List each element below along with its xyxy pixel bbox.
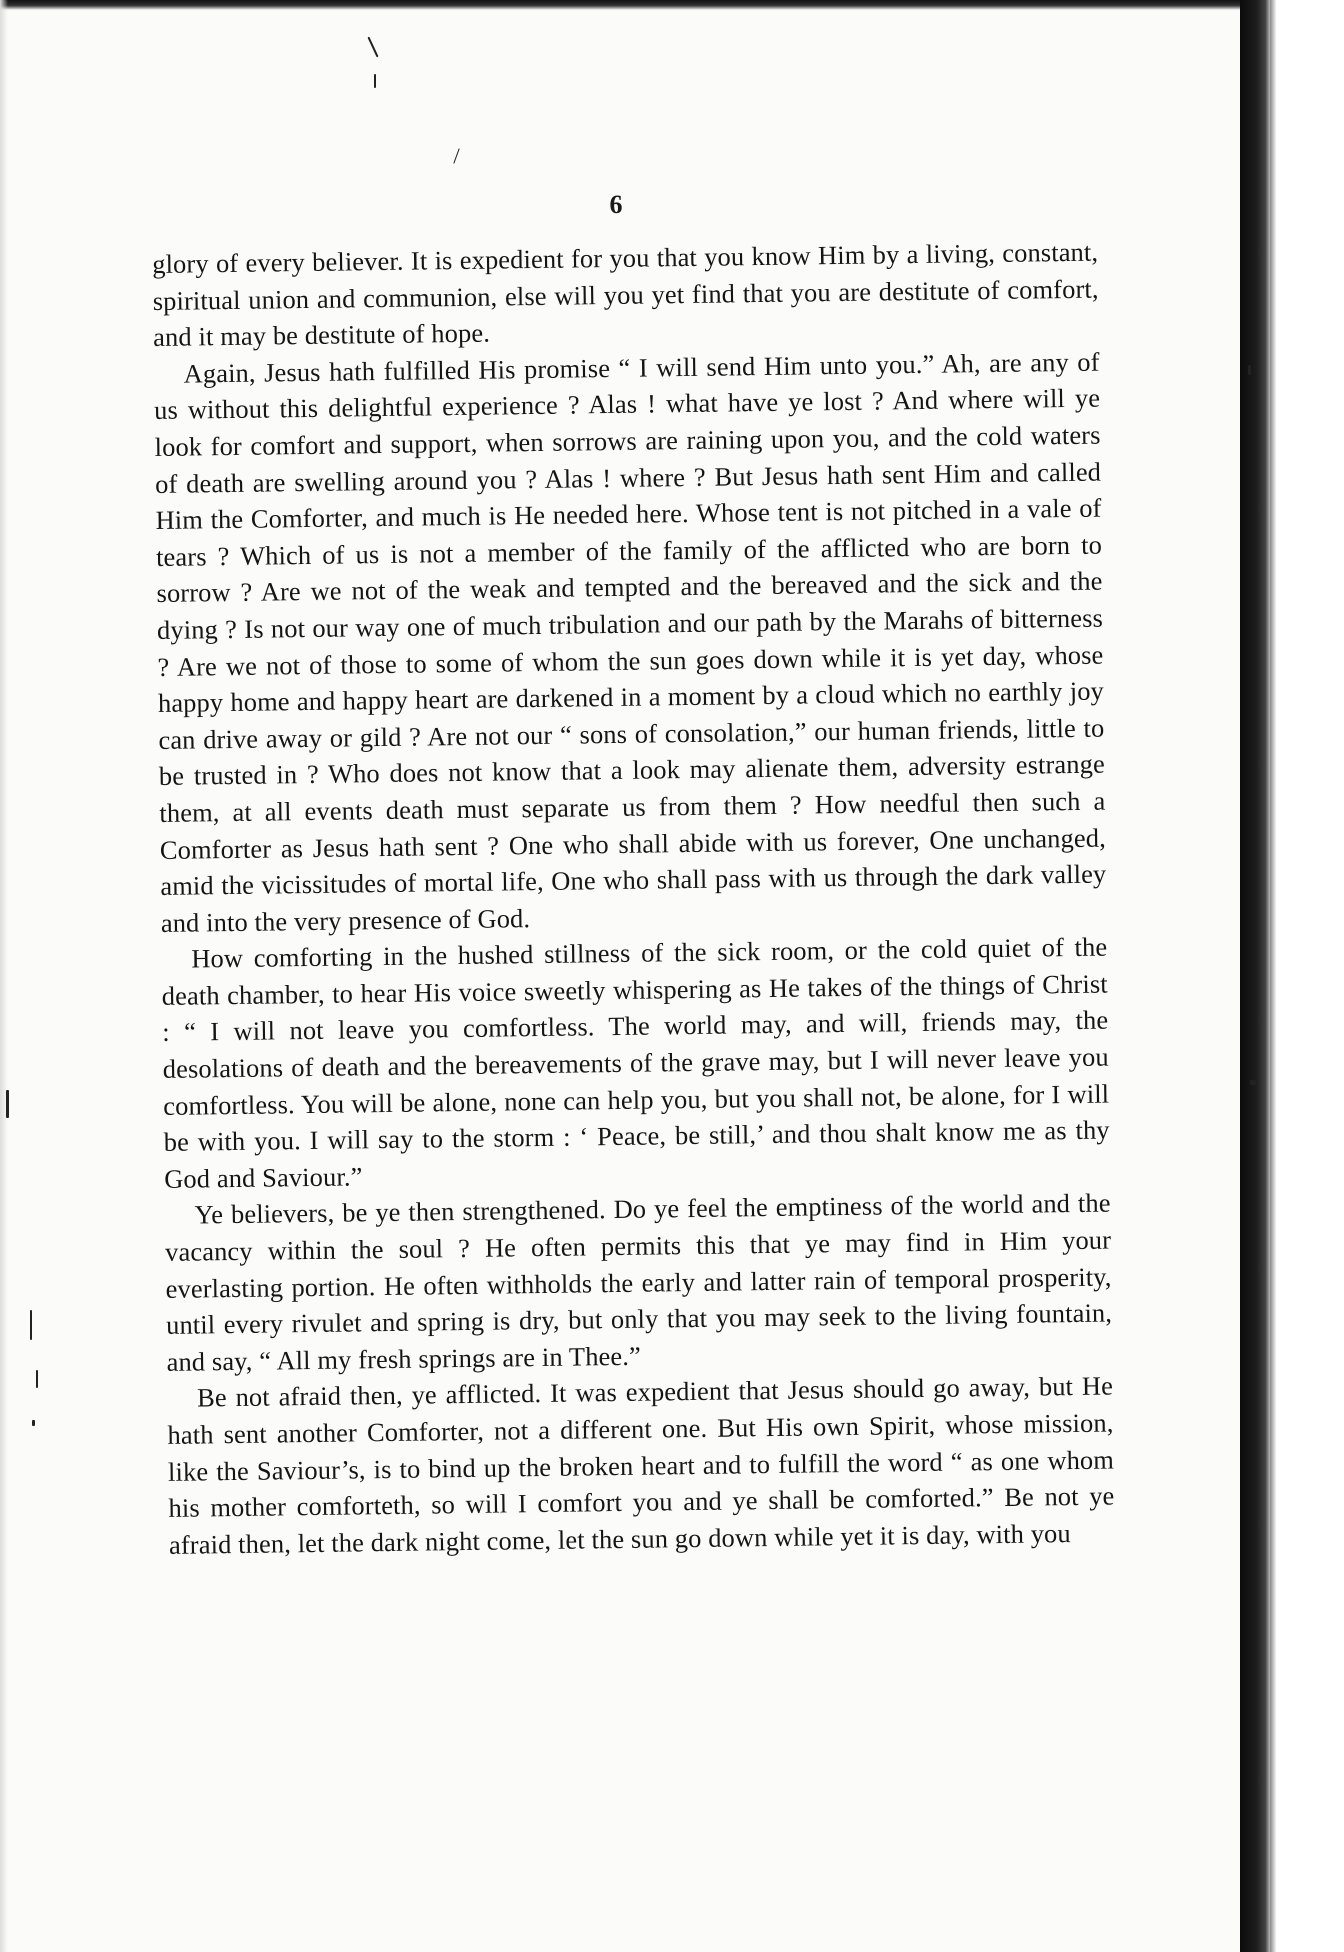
scan-speck [32,1420,35,1426]
scan-speck [1248,365,1251,375]
paragraph: How comforting in the hushed stillness of the sick room, or the cold quiet of the death chamber, to hear His voice sweetly whispering as He takes of the things of Christ : “ I will not leave you comfortless. The world may, and will, friends may, the desolations of death and the bereavements of the grave may, but I will never leave you comfortless. You will be alone, none can help you, but you shall not, be alone, for I will be with you. I will say to the storm : ‘ Peace, be still,’ and thou shalt know me as thy God and Saviour.” [161,931,1110,1194]
scan-left-edge [0,0,8,1952]
paragraph: Be not afraid then, ye afflicted. It was expedient that Jesus should go away, but He hath sent another Comforter, not a different one. But His own Spirit, whose mission, like the Saviour’s, is to bind up the broken heart and to fulfill the word “ as one whom his mother comforteth, so will I comfort you and ye shall be comforted.” Be not ye afraid then, let the dark night come, let the sun go down while yet it is day, with you [167,1370,1115,1560]
paragraph: Ye believers, be ye then strengthened. Do ye feel the emptiness of the world and the vacancy within the soul ? He often permits this that ye may find in Him your everlasting portion. He often withholds the early and latter rain of temporal prosperity, until every rivulet and spring is dry, but only that you may seek to the living fountain, and say, “ All my fresh springs are in Thee.” [164,1187,1113,1377]
scan-right-edge [1240,0,1344,1952]
scan-speck [6,1090,9,1118]
paragraph: glory of every believer. It is expedient for you that you know Him by a living, constant, spiritual union and communion, else will you yet find that you are destitute of comfort, and it may be destitute of hope. [152,236,1099,353]
scan-speck [453,148,459,163]
scan-speck [374,74,376,88]
scan-speck [367,37,378,58]
scan-speck [1250,1080,1256,1085]
text-body [152,234,1115,1564]
paragraph: Again, Jesus hath fulfilled His promise “ I will send Him unto you.” Ah, are any of us without this delightful experience ? Alas ! what have ye lost ? And where will ye look for comfort and support, when sorrows are raining upon you, and the cold waters of death are swelling around you ? Alas ! where ? But Jesus hath sent Him and called Him the Comforter, and much is He needed here. Whose tent is not pitched in a vale of tears ? Which of us is not a member of the family of the afflicted who are born to sorrow ? Are we not of the weak and tempted and the bereaved and the sick and the dying ? Is not our way one of much tribulation and our path by the Marahs of bitterness ? Are we not of those to some of whom the sun goes down while it is yet day, whose happy home and happy heart are darkened in a moment by a cloud which no earthly joy can drive away or gild ? Are not our “ sons of consolation,” our human friends, little to be trusted in ? Who does not know that a look may alienate them, adversity estrange them, at all events death must separate us from them ? How needful then such a Comforter as Jesus hath sent ? One who shall abide with us forever, One unchanged, amid the vicissitudes of mortal life, One who shall pass with us through the dark valley and into the very presence of God. [153,346,1107,938]
scan-top-edge [0,0,1344,10]
binding-shadow [1240,0,1270,1952]
page-fold [1270,0,1276,1952]
scan-speck [30,1310,32,1340]
page-number: 6 [609,190,623,219]
scan-speck [36,1370,38,1388]
